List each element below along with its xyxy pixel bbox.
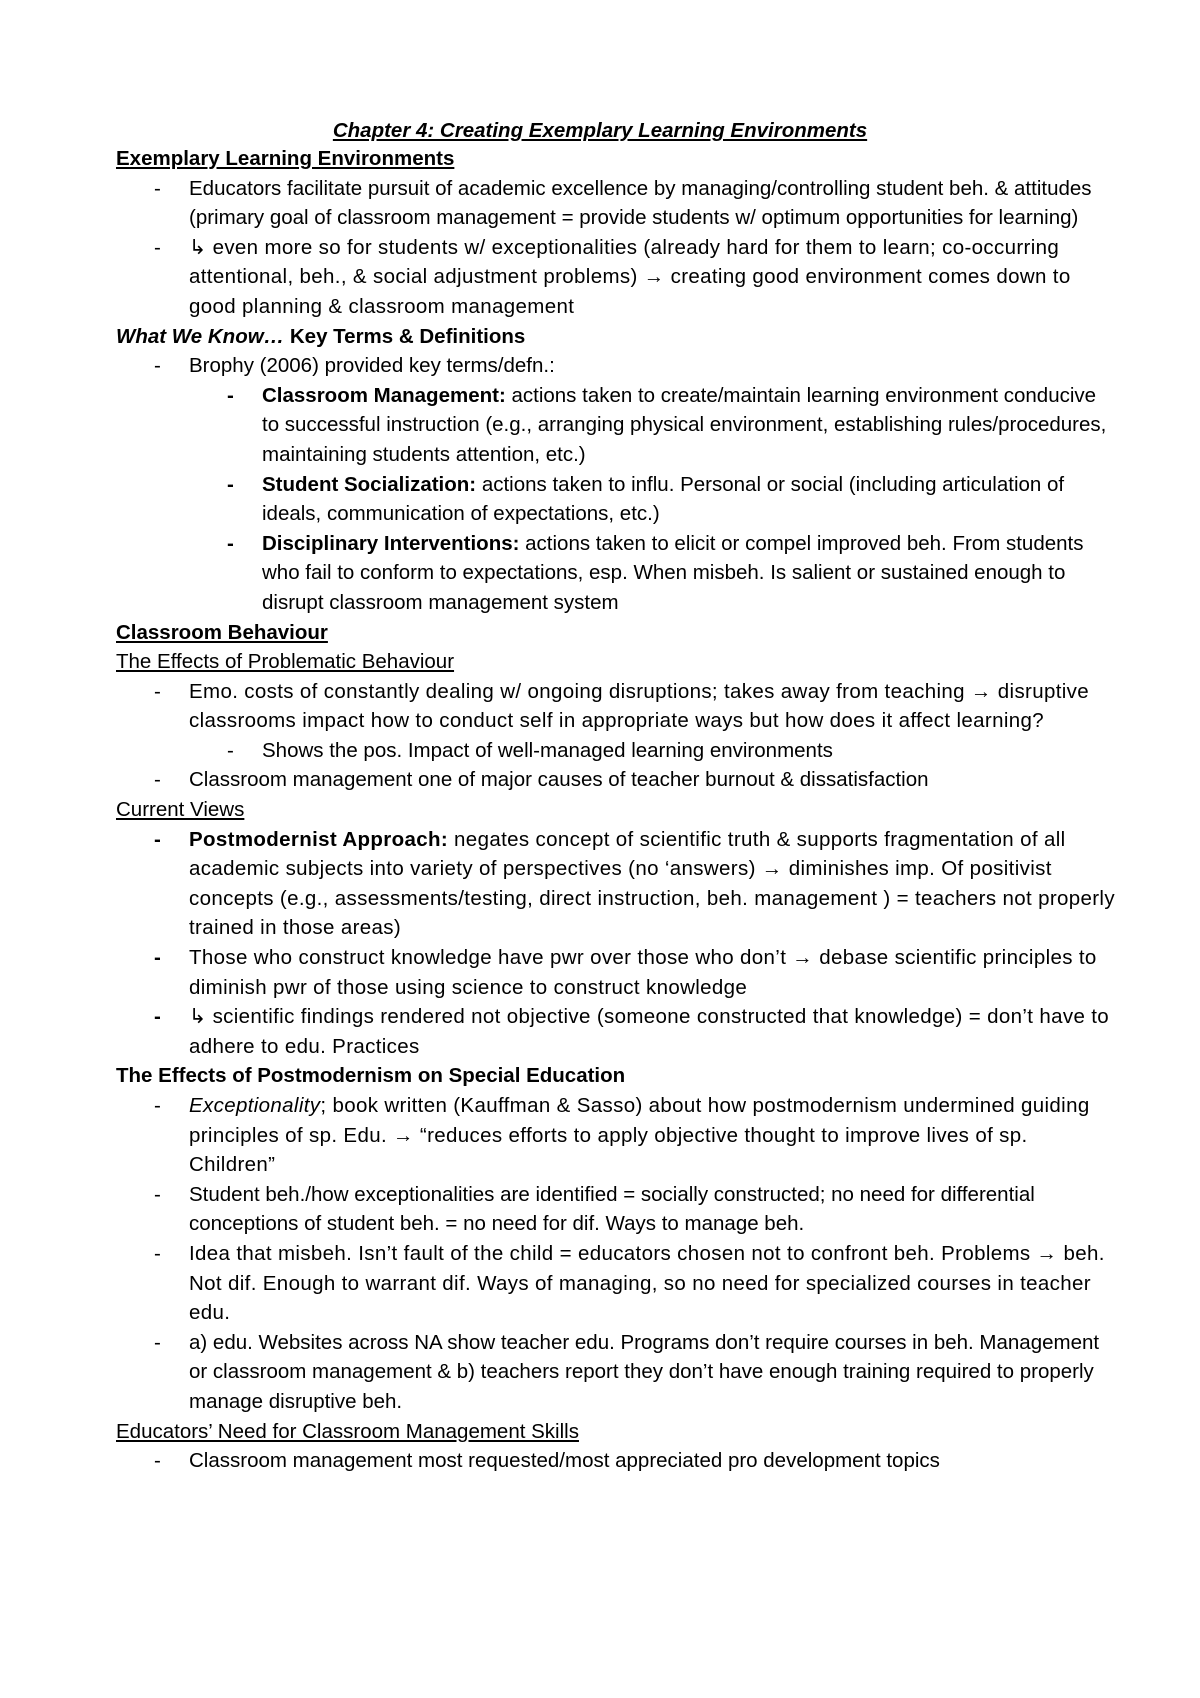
term-item — [116, 381, 1116, 470]
term-label: Postmodernist Approach: — [189, 827, 449, 851]
chapter-title: Chapter 4: Creating Exemplary Learning Environments — [332, 119, 868, 142]
bullet-dash: - — [154, 1330, 161, 1354]
term-definition: actions taken to elicit or compel improved beh. From students who fail to conform to expectations, esp. When misbeh. Is salient or sustained enough to disrupt classroom management system — [262, 531, 1084, 614]
term-definition: actions taken to create/maintain learning environment conducive to successful instruction (e.g., arranging physical environment, establishing rules/procedures, maintaining students attention, etc.) — [262, 383, 1107, 466]
heading-what-we-know — [116, 322, 1116, 352]
bullet-dash: - — [227, 738, 234, 762]
bullet-item — [116, 1328, 1116, 1417]
bullet-text: ↳ even more so for students w/ exceptionalities (already hard for them to learn; co-occurring attentional, beh., & social adjustment problems) → creating good environment comes down to good planning & classroom management — [189, 235, 1071, 318]
bullet-text: Educators facilitate pursuit of academic excellence by managing/controlling student beh. & attitudes (primary goal of classroom management = provide students w/ optimum opportunities for learning) — [189, 176, 1092, 230]
heading-rest: Key Terms & Definitions — [284, 324, 526, 348]
bullet-text: a) edu. Websites across NA show teacher edu. Programs don’t require courses in beh. Management or classroom management & b) teachers report they don’t have enough training required to properly manage disruptive beh. — [189, 1330, 1100, 1413]
bullet-dash: - — [154, 1094, 162, 1117]
bullet-dash: - — [227, 531, 234, 555]
bullet-dash: - — [154, 1005, 162, 1029]
bullet-item — [116, 1091, 1116, 1180]
bullet-dash: - — [154, 1182, 161, 1206]
bullet-text: Emo. costs of constantly dealing w/ ongoing disruptions; takes away from teaching → disruptive classrooms impact how to conduct self in appropriate ways but how does it affect learning? — [189, 679, 1090, 733]
book-title: Exceptionality — [189, 1094, 321, 1117]
bullet-item — [116, 765, 1116, 795]
bullet-dash: - — [154, 176, 161, 200]
bullet-dash: - — [227, 383, 234, 407]
bullet-item — [116, 351, 1116, 381]
term-item — [116, 470, 1116, 529]
bullet-item — [116, 1180, 1116, 1239]
heading-effects-postmodernism: The Effects of Postmodernism on Special Education — [116, 1064, 626, 1088]
bullet-dash: - — [154, 235, 162, 259]
bullet-text: ; book written (Kauffman & Sasso) about how postmodernism undermined guiding principles of sp. Edu. → “reduces efforts to apply objective thought to improve lives of sp. Children” — [189, 1094, 1090, 1177]
bullet-text: Classroom management most requested/most appreciated pro development topics — [189, 1449, 940, 1473]
heading-exemplary: Exemplary Learning Environments — [116, 147, 455, 170]
term-label: Disciplinary Interventions: — [262, 531, 520, 555]
term-definition: negates concept of scientific truth & supports fragmentation of all academic subjects into variety of perspectives (no ‘answers) → diminishes imp. Of positivist concepts (e.g., assessments/testing, direct instruction, beh. management ) = teachers not properly trained in those areas) — [189, 827, 1115, 940]
bullet-text: Brophy (2006) provided key terms/defn.: — [189, 354, 555, 378]
bullet-item — [116, 1002, 1116, 1061]
term-item — [116, 529, 1116, 618]
bullet-item — [116, 943, 1116, 1002]
bullet-dash: - — [154, 354, 161, 378]
bullet-item — [116, 677, 1116, 736]
bullet-item — [116, 174, 1116, 233]
bullet-dash: - — [154, 946, 162, 970]
term-label: Student Socialization: — [262, 472, 477, 496]
bullet-text: Those who construct knowledge have pwr over those who don’t → debase scientific principles to diminish pwr of those using science to construct knowledge — [189, 946, 1097, 999]
heading-italic-part: What We Know… — [116, 324, 285, 348]
term-label: Classroom Management: — [262, 383, 506, 407]
bullet-dash: - — [227, 472, 234, 496]
subheading-effects: The Effects of Problematic Behaviour — [116, 650, 455, 674]
bullet-text: Shows the pos. Impact of well-managed learning environments — [262, 738, 833, 762]
heading-classroom-behaviour: Classroom Behaviour — [116, 620, 328, 644]
bullet-dash: - — [154, 827, 162, 851]
bullet-text: ↳ scientific findings rendered not objective (someone constructed that knowledge) = don’t have to adhere to edu. Practices — [189, 1005, 1110, 1058]
bullet-text: Student beh./how exceptionalities are identified = socially constructed; no need for differential conceptions of student beh. = no need for dif. Ways to manage beh. — [189, 1182, 1035, 1236]
bullet-item — [116, 1239, 1116, 1328]
bullet-item — [116, 233, 1116, 322]
bullet-dash: - — [154, 1241, 162, 1265]
bullet-text: Idea that misbeh. Isn’t fault of the child = educators chosen not to confront beh. Problems → beh. Not dif. Enough to warrant dif. Ways of managing, so no need for specialized courses in teacher edu. — [189, 1241, 1105, 1325]
bullet-item — [116, 1446, 1116, 1476]
bullet-dash: - — [154, 768, 161, 792]
bullet-text: Classroom management one of major causes of teacher burnout & dissatisfaction — [189, 768, 929, 792]
subheading-educators-need: Educators’ Need for Classroom Management Skills — [116, 1419, 579, 1443]
subheading-current-views: Current Views — [116, 798, 245, 822]
bullet-dash: - — [154, 679, 162, 703]
term-definition: actions taken to influ. Personal or social (including articulation of ideals, communication of expectations, etc.) — [262, 472, 1065, 526]
sub-bullet-item — [116, 736, 1116, 766]
bullet-dash: - — [154, 1449, 161, 1473]
notes-body — [116, 144, 1116, 1476]
bullet-item — [116, 825, 1116, 943]
